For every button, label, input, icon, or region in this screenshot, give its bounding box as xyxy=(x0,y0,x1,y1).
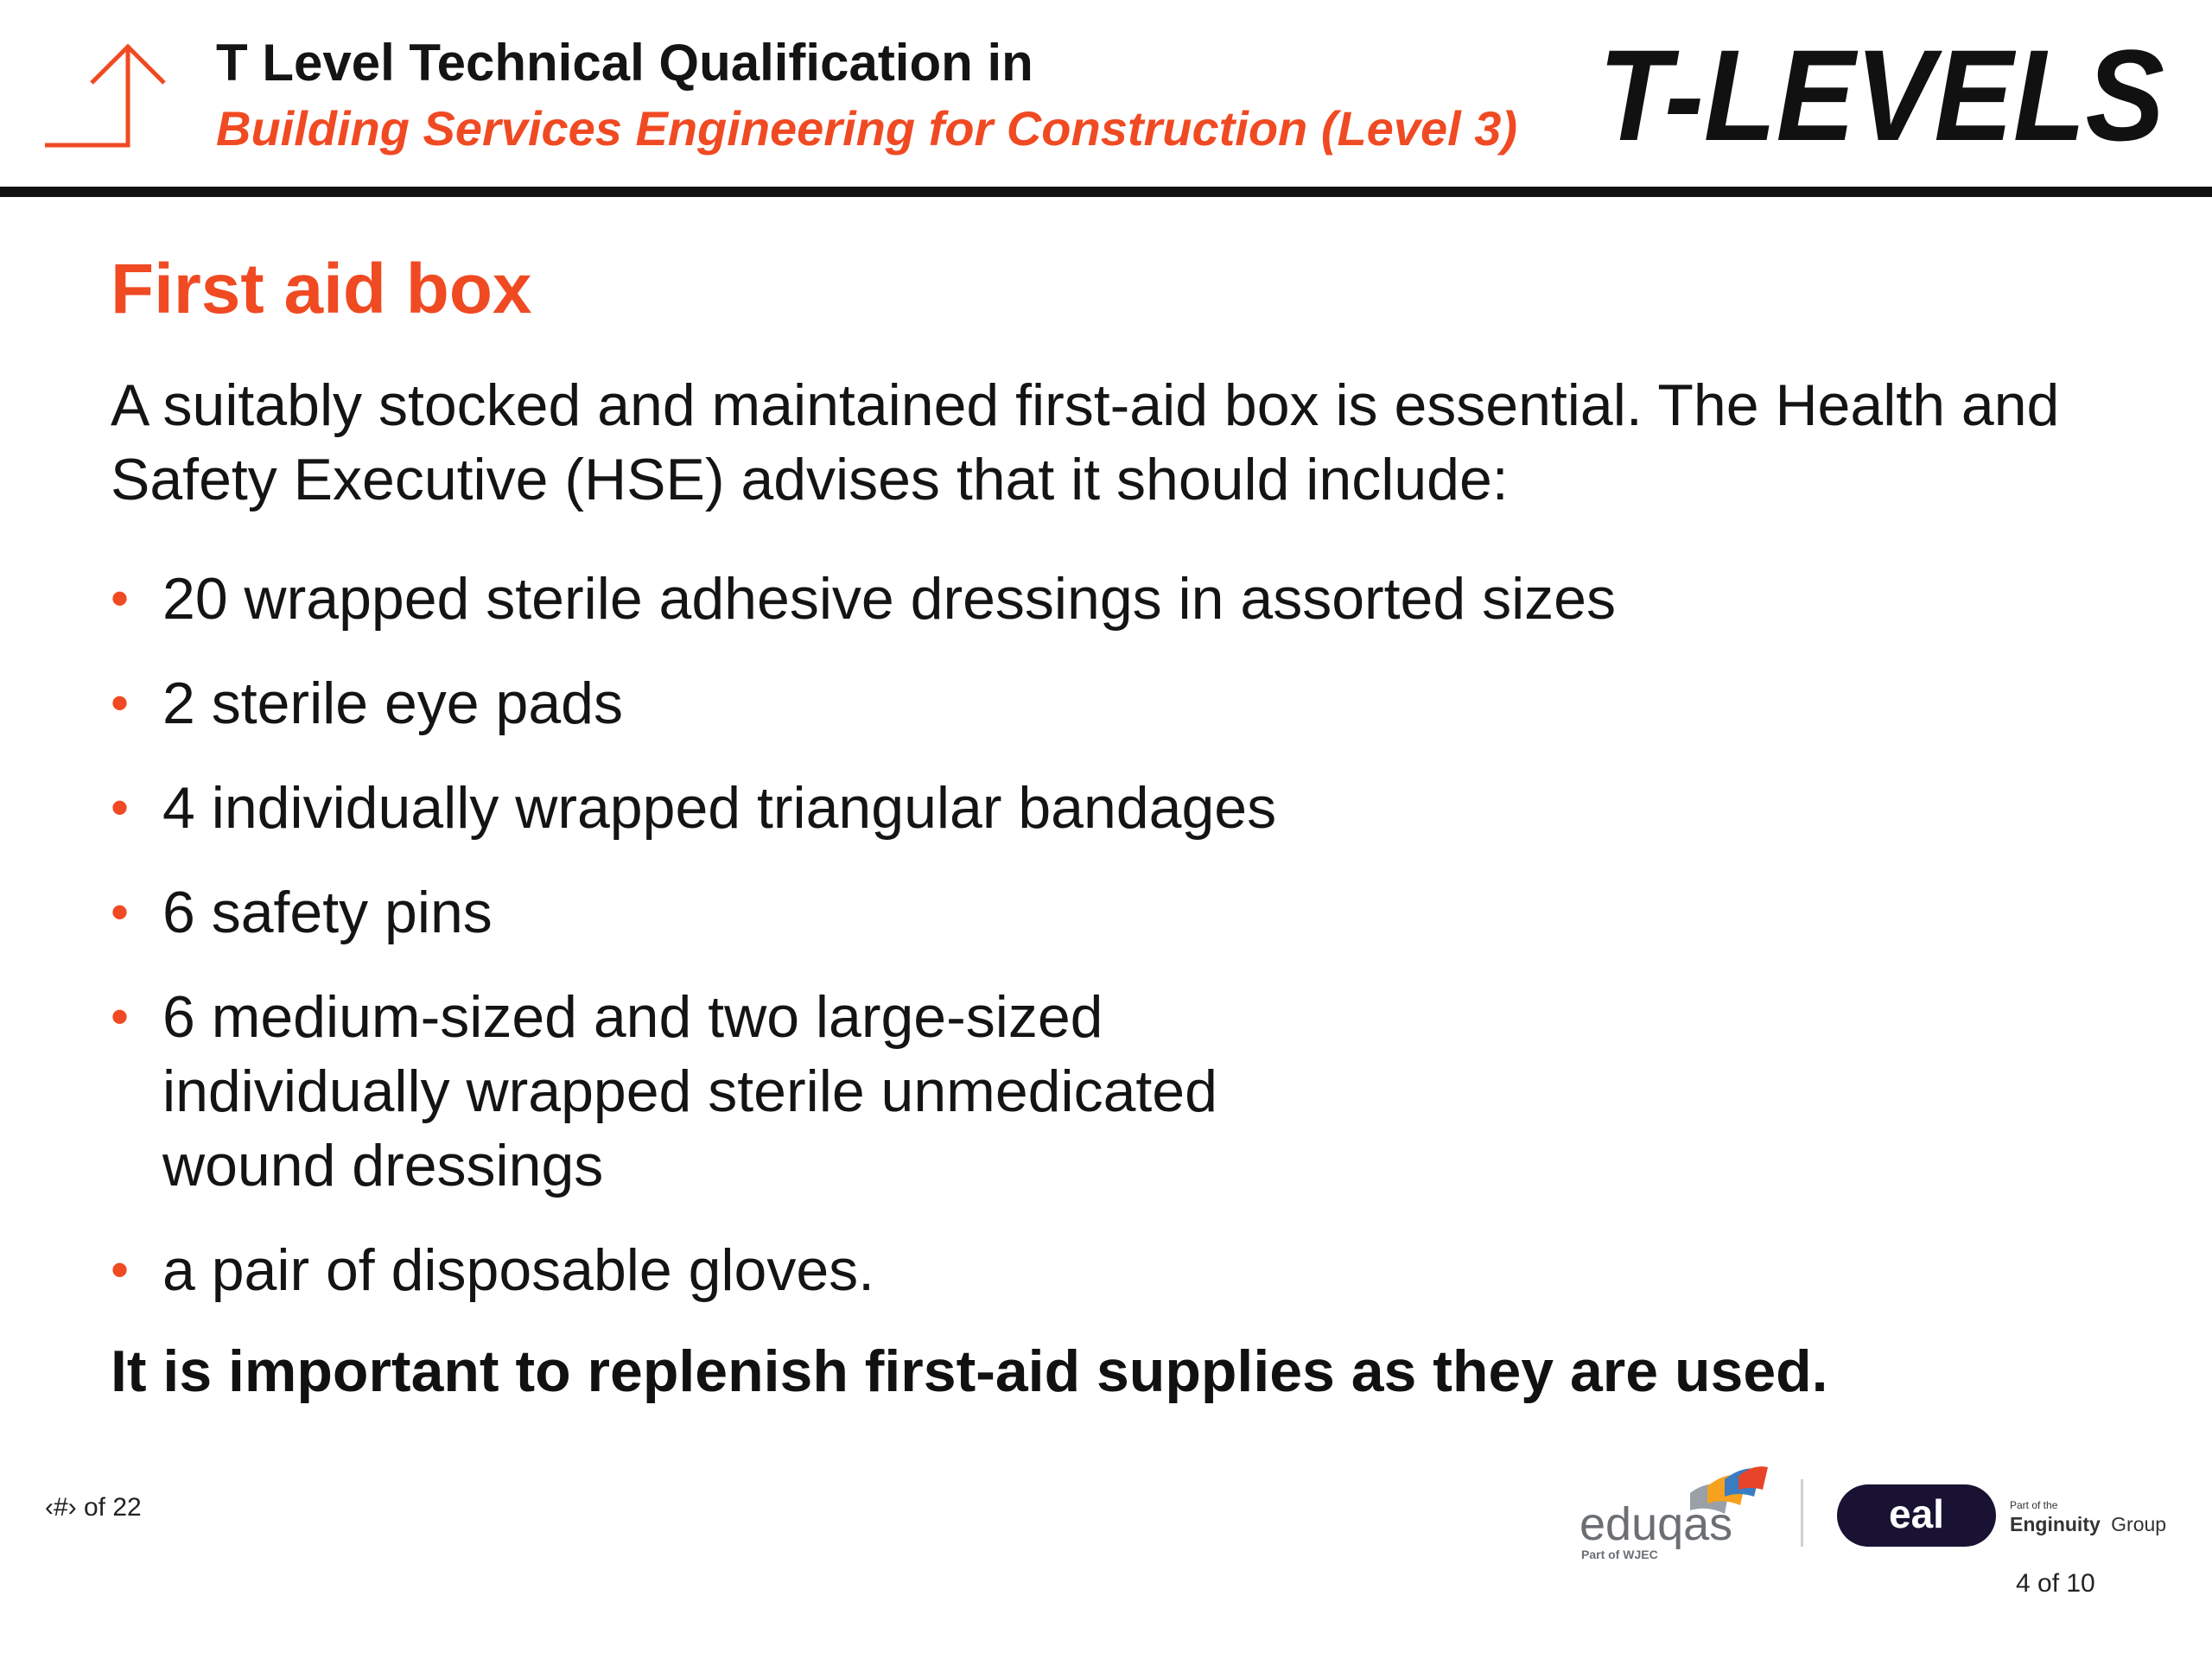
enginuity-logo xyxy=(2010,1498,2183,1536)
list-item xyxy=(111,1233,1752,1307)
header-divider xyxy=(0,187,2212,197)
t-levels-logo-text: T-LEVELS xyxy=(1599,38,2164,150)
enginuity-suffix: Group xyxy=(2111,1513,2167,1535)
supply-list xyxy=(111,562,1752,1338)
bullet-icon: • xyxy=(111,988,130,1046)
logo-divider xyxy=(1801,1479,1803,1547)
list-item-text: 20 wrapped sterile adhesive dressings in assorted sizes xyxy=(162,566,1617,632)
header xyxy=(0,0,2212,200)
bullet-icon: • xyxy=(111,569,130,627)
list-item xyxy=(111,771,1752,845)
t-levels-logo xyxy=(1599,38,2169,150)
arrow-logo-icon xyxy=(43,38,173,152)
slide-reference: ‹#› of 22 xyxy=(45,1493,142,1522)
svg-text:Enginuity Group xyxy=(2010,1513,2166,1535)
eal-wordmark: eal xyxy=(1889,1491,1944,1536)
header-title: T Level Technical Qualification in xyxy=(216,34,1033,92)
bullet-icon: • xyxy=(111,883,130,941)
list-item xyxy=(111,980,1752,1203)
list-item xyxy=(111,875,1752,950)
enginuity-prefix: Part of the xyxy=(2010,1499,2058,1511)
header-subtitle: Building Services Engineering for Construction (Level 3) xyxy=(216,101,1518,156)
list-item-text: 2 sterile eye pads xyxy=(162,671,623,736)
enginuity-bold: Enginuity xyxy=(2010,1513,2101,1535)
list-item-text: 4 individually wrapped triangular bandages xyxy=(162,775,1277,841)
list-item-text: 6 medium-sized and two large-sized individually wrapped sterile unmedicated wound dressings xyxy=(162,984,1217,1198)
eal-logo xyxy=(1837,1484,1996,1547)
list-item-text: 6 safety pins xyxy=(162,880,493,945)
eduqas-tagline: Part of WJEC xyxy=(1581,1548,1658,1561)
intro-paragraph: A suitably stocked and maintained first-aid box is essential. The Health and Safety Executive (HSE) advises that it should include: xyxy=(111,372,2060,512)
list-item-text: a pair of disposable gloves. xyxy=(162,1237,875,1303)
slide-title: First aid box xyxy=(111,250,532,328)
bullet-icon: • xyxy=(111,674,130,732)
bullet-icon: • xyxy=(111,779,130,836)
closing-statement: It is important to replenish first-aid supplies as they are used. xyxy=(111,1338,1828,1404)
bullet-icon: • xyxy=(111,1241,130,1299)
list-item xyxy=(111,562,1752,636)
list-item xyxy=(111,666,1752,741)
page-count: 4 of 10 xyxy=(2016,1569,2095,1598)
eduqas-logo xyxy=(1578,1460,1768,1564)
eduqas-wordmark: eduqas xyxy=(1580,1498,1733,1550)
